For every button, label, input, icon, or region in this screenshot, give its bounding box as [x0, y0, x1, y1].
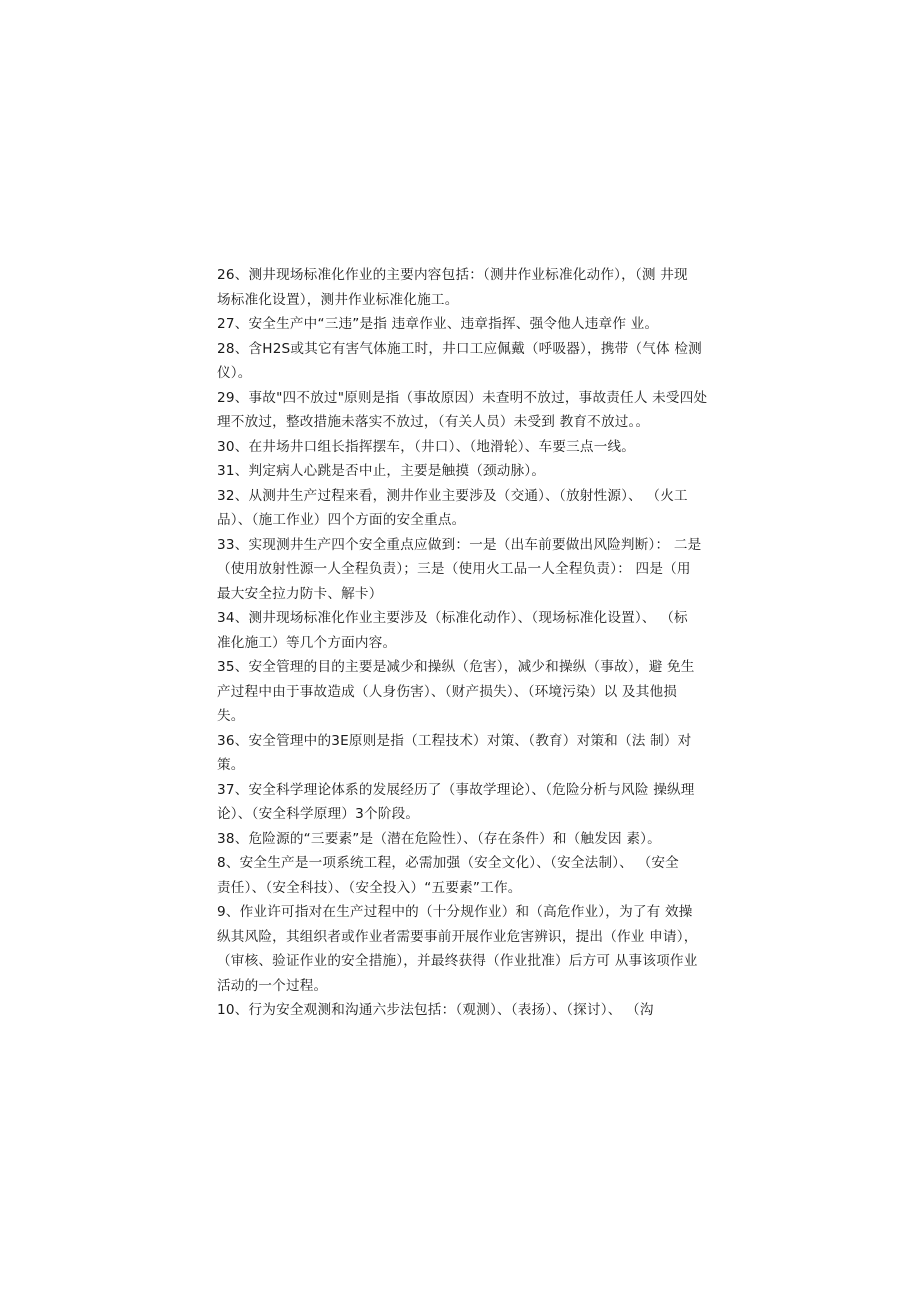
question-item-34 [217, 606, 733, 655]
text-line: 理不放过，整改措施未落实不放过，（有关人员）未受到 教育不放过。。 [217, 414, 650, 430]
question-item-29 [217, 386, 733, 435]
question-item-9 [217, 900, 733, 998]
text-line: 活动的一个过程。 [217, 977, 328, 994]
text-line: 产过程中由于事故造成（人身伤害）、（财产损失）、（环境污染）以 及其他损 [217, 683, 678, 700]
text-line: （使用放射性源一人全程负责）；三是（使用火工品一人全程负责）： 四是（用 [217, 561, 691, 577]
text-line: 37、安全科学理论体系的发展经历了（事故学理论）、（危险分析与风险 操纵理 [217, 781, 695, 798]
question-item-36 [217, 729, 733, 778]
question-item-31 [217, 459, 733, 484]
text-line: 纵其风险，其组织者或作业者需要事前开展作业危害辨识，提出（作业 申请）， [217, 928, 698, 945]
text-line: 10、行为安全观测和沟通六步法包括：（观测）、（表扬）、（探讨）、 （沟 [217, 1002, 654, 1018]
text-line: 27、安全生产中“三违”是指 违章作业、违章指挥、强令他人违章作 业。 [217, 316, 659, 332]
text-line: 34、测井现场标准化作业主要涉及（标准化动作）、（现场标准化设置）、 （标 [217, 610, 688, 626]
text-line: 32、从测井生产过程来看，测井作业主要涉及（交通）、（放射性源）、 （火工 [217, 487, 688, 504]
question-item-8 [217, 851, 733, 900]
text-line: 8、安全生产是一项系统工程，必需加强（安全文化）、（安全法制）、 （安全 [217, 855, 679, 871]
question-item-28 [217, 337, 733, 386]
text-line: 35、安全管理的目的主要是减少和操纵（危害），减少和操纵（事故），避 免生 [217, 659, 695, 675]
question-item-10 [217, 998, 733, 1023]
text-line: 仪）。 [217, 365, 252, 381]
question-item-37 [217, 778, 733, 827]
text-line: 26、测井现场标准化作业的主要内容包括：（测井作业标准化动作），（测 井现 [217, 267, 688, 283]
question-item-38 [217, 827, 733, 852]
text-line: 策。 [217, 757, 245, 773]
question-item-30 [217, 435, 733, 460]
text-line: 论）、（安全科学原理）3个阶段。 [217, 806, 420, 822]
text-line: 36、安全管理中的3E原则是指（工程技术）对策、（教育）对策和（法 制）对 [217, 732, 692, 749]
question-item-26 [217, 263, 733, 312]
document-page [217, 263, 733, 1023]
text-line: 28、含H2S或其它有害气体施工时，井口工应佩戴（呼吸器），携带（气体 检测 [217, 340, 702, 357]
text-line: 31、判定病人心跳是否中止，主要是触摸（颈动脉）。 [217, 463, 546, 479]
text-line: 责任）、（安全科技）、（安全投入）“五要素”工作。 [217, 879, 522, 896]
text-line: （审核、验证作业的安全措施），并最终获得（作业批准）后方可 从事该项作业 [217, 953, 698, 969]
question-item-35 [217, 655, 733, 729]
text-line: 品）、（施工作业）四个方面的安全重点。 [217, 512, 466, 528]
text-line: 场标准化设置），测井作业标准化施工。 [217, 291, 459, 308]
question-item-33 [217, 533, 733, 607]
text-line: 30、在井场井口组长指挥摆车，（井口）、（地滑轮）、车要三点一线。 [217, 438, 636, 455]
question-item-27 [217, 312, 733, 337]
text-line: 38、危险源的“三要素”是（潜在危险性）、（存在条件）和（触发因 素）。 [217, 830, 661, 847]
text-line: 准化施工）等几个方面内容。 [217, 634, 397, 651]
text-line: 29、事故"四不放过"原则是指（事故原因）未查明不放过，事故责任人 未受四处 [217, 389, 708, 406]
text-line: 33、实现测井生产四个安全重点应做到：一是（出车前要做出风险判断）： 二是 [217, 536, 702, 553]
question-item-32 [217, 484, 733, 533]
text-line: 最大安全拉力防卡、解卡） [217, 585, 383, 602]
text-line: 失。 [217, 708, 245, 724]
text-line: 9、作业许可指对在生产过程中的（十分规作业）和（高危作业），为了有 效操 [217, 904, 693, 920]
